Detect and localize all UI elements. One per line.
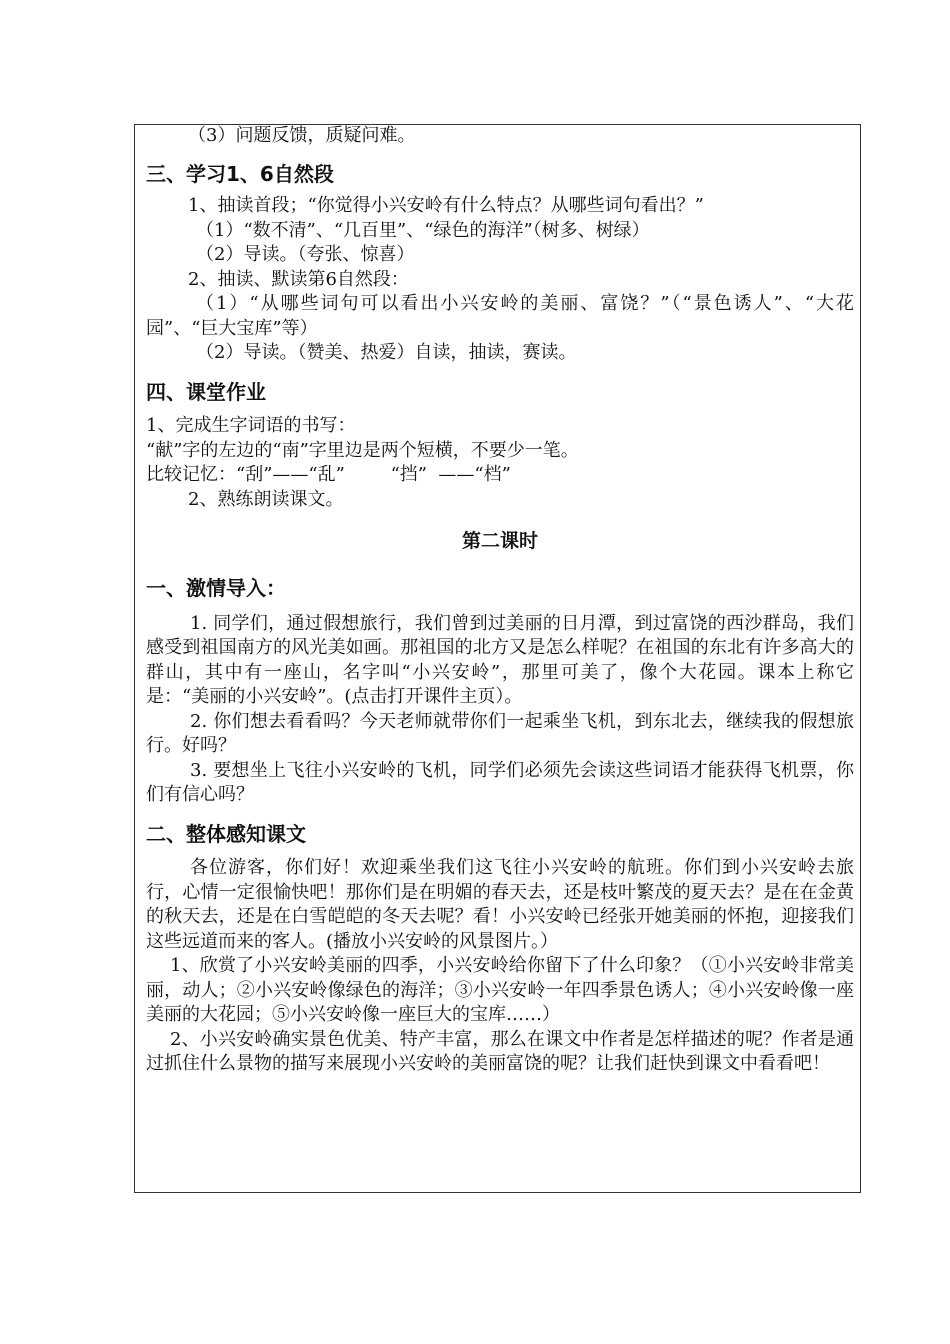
overview-paragraph-3: 2、小兴安岭确实景色优美、特产丰富，那么在课文中作者是怎样描述的呢？作者是通过抓住什么景物的描写来展现小兴安岭的美丽富饶的呢？让我们赶快到课文中看看吧！ <box>146 1028 854 1074</box>
study-item-2-1: （1）“从哪些词句可以看出小兴安岭的美丽、富饶？”（“景色诱人”、“大花园”、“巨大宝库”等） <box>146 293 854 339</box>
section-heading-intro: 一、激情导入： <box>146 576 286 600</box>
study-item-2: 2、抽读、默读第6自然段： <box>188 268 409 290</box>
homework-item-2: 2、熟练朗读课文。 <box>188 488 344 510</box>
intro-paragraph-3: 3. 要想坐上飞往小兴安岭的飞机，同学们必须先会读这些词语才能获得飞机票，你们有信心吗？ <box>146 759 854 805</box>
overview-paragraph-1: 各位游客，你们好！欢迎乘坐我们这飞往小兴安岭的航班。你们到小兴安岭去旅行，心情一定很愉快吧！那你们是在明媚的春天去，还是枝叶繁茂的夏天去？是在在金黄的秋天去，还是在白雪皑皑的冬天去呢？看！小兴安岭已经张开她美丽的怀抱，迎接我们这些远道而来的客人。(播放小兴安岭的风景图片。） <box>146 857 854 952</box>
homework-note: “献”字的左边的“南”字里边是两个短横，不要少一笔。 <box>146 439 579 461</box>
homework-item-1: 1、完成生字词语的书写： <box>146 415 356 436</box>
lesson-2-title: 第二课时 <box>461 530 538 552</box>
lesson-plan-content <box>146 124 854 1077</box>
section-heading-study: 三、学习1、6自然段 <box>146 161 334 186</box>
feedback-line: （3）问题反馈，质疑问难。 <box>188 125 416 146</box>
homework-compare: 比较记忆：“刮”——“乱” “挡” ——“档” <box>146 464 511 485</box>
study-item-1: 1、抽读首段；“你觉得小兴安岭有什么特点？从哪些词句看出？” <box>188 195 704 216</box>
study-item-1-2: （2）导读。（夸张、惊喜） <box>196 244 415 265</box>
overview-paragraph-2: 1、欣赏了小兴安岭美丽的四季，小兴安岭给你留下了什么印象？（①小兴安岭非常美丽，动人；②小兴安岭像绿色的海洋；③小兴安岭一年四季景色诱人；④小兴安岭像一座美丽的大花园；⑤小兴安岭像一座巨大的宝库……） <box>146 955 854 1025</box>
intro-paragraph-2: 2. 你们想去看看吗？今天老师就带你们一起乘坐飞机，到东北去，继续我的假想旅行。好吗？ <box>146 710 854 756</box>
section-heading-homework: 四、课堂作业 <box>146 379 266 404</box>
intro-paragraph-1: 1. 同学们，通过假想旅行，我们曾到过美丽的日月潭，到过富饶的西沙群岛，我们感受到祖国南方的风光美如画。那祖国的北方又是怎么样呢？在祖国的东北有许多高大的群山，其中有一座山，名字叫“小兴安岭”，那里可美了，像个大花园。课本上称它是：“美丽的小兴安岭”。(点击打开课件主页）。 <box>146 612 854 707</box>
study-item-1-1: （1）“数不清”、“几百里”、“绿色的海洋”（树多、树绿） <box>196 219 650 241</box>
study-item-2-2: （2）导读。（赞美、热爱）自读，抽读，赛读。 <box>196 342 577 363</box>
section-heading-overview: 二、整体感知课文 <box>146 821 306 846</box>
